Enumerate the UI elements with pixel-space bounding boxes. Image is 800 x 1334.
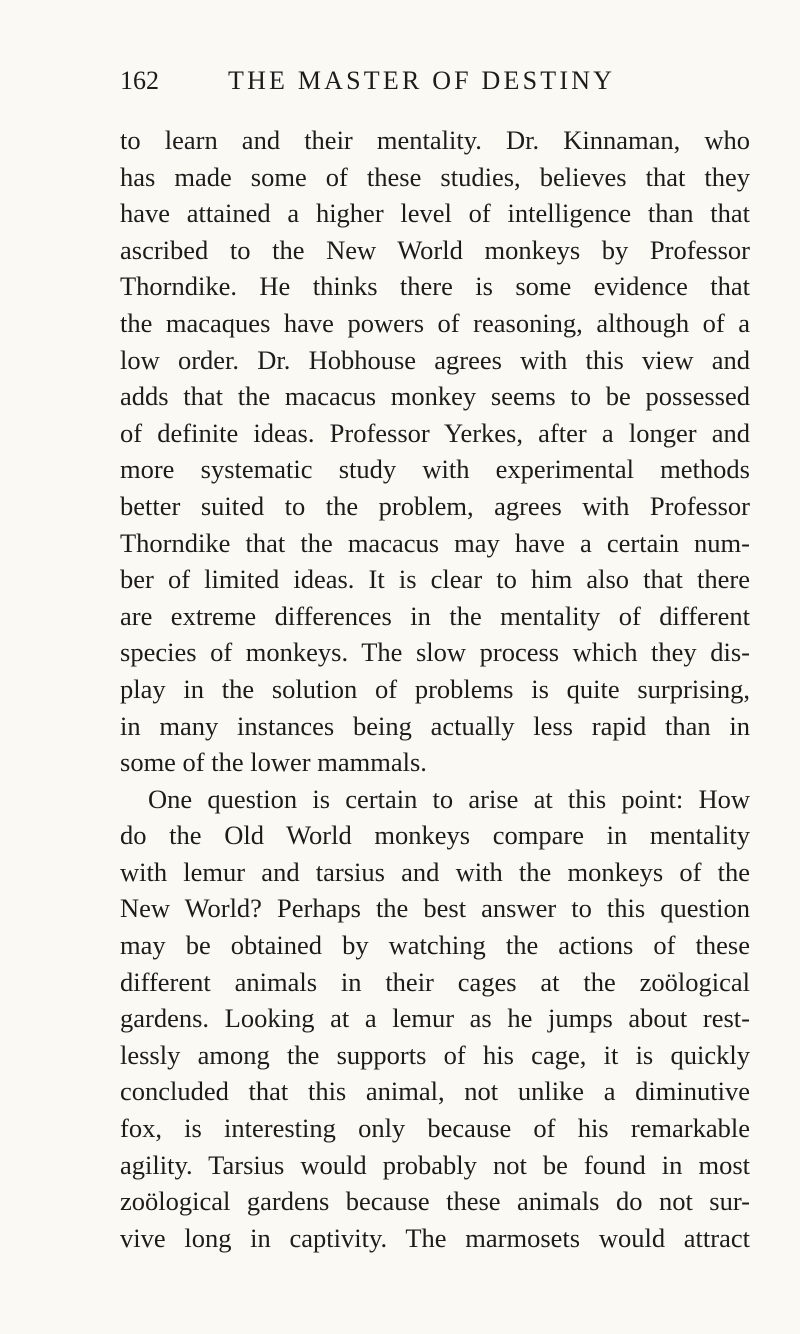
text-line: have attained a higher level of intelligence than that: [120, 198, 750, 229]
text-line: with lemur and tarsius and with the monkeys of the: [120, 856, 750, 887]
text-line: New World? Perhaps the best answer to this question: [120, 893, 750, 924]
text-line: may be obtained by watching the actions of these: [120, 930, 750, 961]
running-title: THE MASTER OF DESTINY: [228, 66, 616, 95]
text-line: are extreme differences in the mentality of different: [120, 600, 750, 631]
text-line: some of the lower mammals.: [120, 747, 427, 778]
text-line: the macaques have powers of reasoning, although of a: [120, 307, 750, 338]
text-line: gardens. Looking at a lemur as he jumps about rest-: [120, 1003, 750, 1034]
text-line: lessly among the supports of his cage, it is quickly: [120, 1039, 750, 1070]
text-line: to learn and their mentality. Dr. Kinnaman, who: [120, 125, 750, 155]
page-number: 162: [120, 66, 159, 95]
text-line: ber of limited ideas. It is clear to him also that there: [120, 564, 750, 595]
text-line: in many instances being actually less rapid than in: [120, 710, 750, 741]
text-line: better suited to the problem, agrees with Professor: [120, 490, 750, 521]
text-line: Thorndike. He thinks there is some evidence that: [120, 271, 750, 302]
text-line: play in the solution of problems is quite surprising,: [120, 673, 750, 704]
text-line: more systematic study with experimental methods: [120, 454, 750, 485]
text-line: do the Old World monkeys compare in mentality: [120, 820, 750, 851]
text-line: concluded that this animal, not unlike a diminutive: [120, 1076, 750, 1107]
body-text: [120, 122, 750, 1256]
text-line: zoölogical gardens because these animals do not sur-: [120, 1186, 750, 1217]
text-line: agility. Tarsius would probably not be found in most: [120, 1149, 750, 1180]
text-line: species of monkeys. The slow process which they dis-: [120, 637, 750, 668]
running-head: [120, 66, 750, 106]
text-line: ascribed to the New World monkeys by Professor: [120, 234, 750, 265]
text-line: has made some of these studies, believes that they: [120, 161, 750, 192]
text-line: One question is certain to arise at this point: How: [148, 783, 750, 814]
text-line: Thorndike that the macacus may have a certain num-: [120, 527, 750, 558]
text-line: of definite ideas. Professor Yerkes, after a longer and: [120, 417, 750, 448]
text-line: different animals in their cages at the zoölogical: [120, 966, 750, 997]
text-line: adds that the macacus monkey seems to be possessed: [120, 381, 750, 412]
text-line: fox, is interesting only because of his remarkable: [120, 1113, 750, 1144]
text-line: vive long in captivity. The marmosets would attract: [120, 1222, 750, 1253]
text-line: low order. Dr. Hobhouse agrees with this view and: [120, 344, 750, 375]
